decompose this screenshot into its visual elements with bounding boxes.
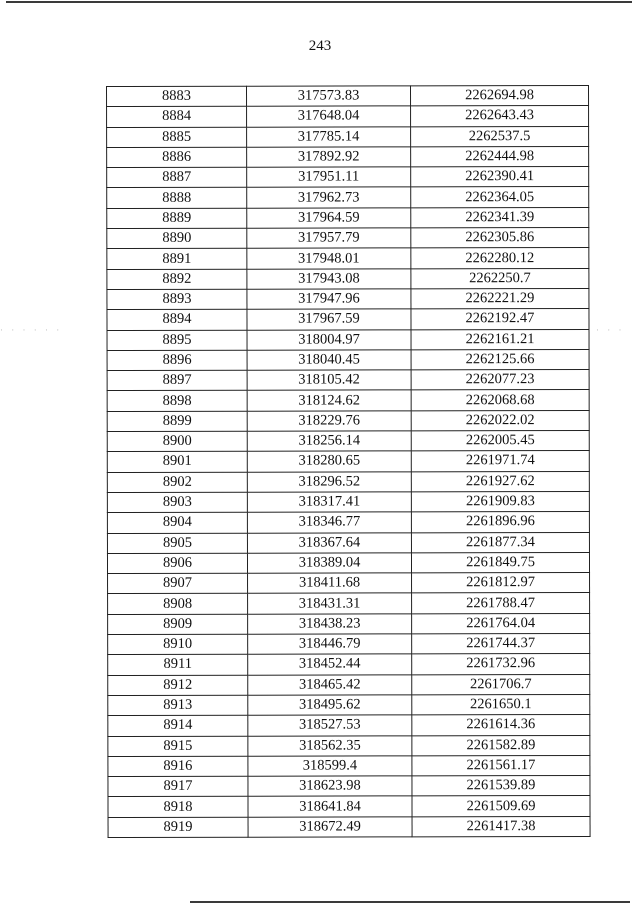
table-row xyxy=(108,573,590,594)
table-row xyxy=(107,187,589,208)
x-coordinate-cell: 318599.4 xyxy=(248,756,412,777)
table-row xyxy=(108,755,590,776)
y-coordinate-cell: 2261417.38 xyxy=(412,816,590,837)
point-id-cell: 8912 xyxy=(108,675,248,696)
table-row xyxy=(107,451,589,472)
x-coordinate-cell: 318495.62 xyxy=(248,695,412,716)
point-id-cell: 8915 xyxy=(108,736,248,757)
y-coordinate-cell: 2262068.68 xyxy=(411,390,589,411)
x-coordinate-cell: 318411.68 xyxy=(248,573,412,594)
point-id-cell: 8884 xyxy=(107,107,247,128)
point-id-cell: 8900 xyxy=(107,431,247,452)
y-coordinate-cell: 2261764.04 xyxy=(412,613,590,634)
table-row xyxy=(108,674,590,695)
coordinate-table xyxy=(106,85,591,838)
x-coordinate-cell: 318367.64 xyxy=(247,532,411,553)
point-id-cell: 8904 xyxy=(107,512,247,533)
x-coordinate-cell: 318562.35 xyxy=(248,735,412,756)
table-row xyxy=(107,410,589,431)
table-row xyxy=(107,349,589,370)
y-coordinate-cell: 2262161.21 xyxy=(411,329,589,350)
y-coordinate-cell: 2262005.45 xyxy=(411,431,589,452)
y-coordinate-cell: 2261927.62 xyxy=(411,471,589,492)
table-row xyxy=(107,106,589,127)
table-row xyxy=(107,248,589,269)
scan-noise-left: · · · · · · xyxy=(0,325,63,335)
table-row xyxy=(107,329,589,350)
point-id-cell: 8910 xyxy=(108,634,248,655)
x-coordinate-cell: 317573.83 xyxy=(247,86,411,107)
y-coordinate-cell: 2261706.7 xyxy=(412,674,590,695)
point-id-cell: 8918 xyxy=(108,797,248,818)
x-coordinate-cell: 318465.42 xyxy=(248,674,412,695)
y-coordinate-cell: 2262077.23 xyxy=(411,370,589,391)
y-coordinate-cell: 2262694.98 xyxy=(411,85,589,106)
x-coordinate-cell: 318105.42 xyxy=(247,370,411,391)
y-coordinate-cell: 2261539.89 xyxy=(412,776,590,797)
scan-edge-bottom xyxy=(190,901,630,903)
y-coordinate-cell: 2261561.17 xyxy=(412,755,590,776)
y-coordinate-cell: 2261732.96 xyxy=(412,654,590,675)
x-coordinate-cell: 317943.08 xyxy=(247,269,411,290)
point-id-cell: 8919 xyxy=(108,817,248,838)
point-id-cell: 8913 xyxy=(108,695,248,716)
y-coordinate-cell: 2261877.34 xyxy=(411,532,589,553)
table-row xyxy=(107,85,589,106)
x-coordinate-cell: 317962.73 xyxy=(247,187,411,208)
table-row xyxy=(107,207,589,228)
point-id-cell: 8886 xyxy=(107,147,247,168)
y-coordinate-cell: 2261744.37 xyxy=(412,634,590,655)
point-id-cell: 8905 xyxy=(107,533,247,554)
table-row xyxy=(108,613,590,634)
table-row xyxy=(107,431,589,452)
point-id-cell: 8908 xyxy=(108,594,248,615)
point-id-cell: 8889 xyxy=(107,208,247,229)
y-coordinate-cell: 2262280.12 xyxy=(411,248,589,269)
y-coordinate-cell: 2261849.75 xyxy=(411,552,589,573)
table-row xyxy=(108,776,590,797)
scan-edge-top xyxy=(6,1,632,3)
table-row xyxy=(107,228,589,249)
point-id-cell: 8893 xyxy=(107,289,247,310)
point-id-cell: 8898 xyxy=(107,391,247,412)
point-id-cell: 8885 xyxy=(107,127,247,148)
y-coordinate-cell: 2261971.74 xyxy=(411,451,589,472)
x-coordinate-cell: 318256.14 xyxy=(247,431,411,452)
y-coordinate-cell: 2261582.89 xyxy=(412,735,590,756)
x-coordinate-cell: 318452.44 xyxy=(248,654,412,675)
x-coordinate-cell: 318296.52 xyxy=(247,472,411,493)
x-coordinate-cell: 318124.62 xyxy=(247,390,411,411)
x-coordinate-cell: 317948.01 xyxy=(247,248,411,269)
table-row xyxy=(108,694,590,715)
table-row xyxy=(107,370,589,391)
y-coordinate-cell: 2262125.66 xyxy=(411,349,589,370)
table-row xyxy=(108,796,590,817)
x-coordinate-cell: 318040.45 xyxy=(247,350,411,371)
point-id-cell: 8917 xyxy=(108,776,248,797)
table-row xyxy=(107,491,589,512)
point-id-cell: 8902 xyxy=(107,472,247,493)
x-coordinate-cell: 318527.53 xyxy=(248,715,412,736)
table-row xyxy=(107,532,589,553)
y-coordinate-cell: 2261650.1 xyxy=(412,694,590,715)
x-coordinate-cell: 317957.79 xyxy=(247,228,411,249)
point-id-cell: 8890 xyxy=(107,228,247,249)
y-coordinate-cell: 2261896.96 xyxy=(411,512,589,533)
x-coordinate-cell: 318431.31 xyxy=(248,593,412,614)
table-row xyxy=(107,471,589,492)
x-coordinate-cell: 317964.59 xyxy=(247,208,411,229)
y-coordinate-cell: 2262643.43 xyxy=(411,106,589,127)
y-coordinate-cell: 2262192.47 xyxy=(411,309,589,330)
table-row xyxy=(107,552,589,573)
coordinate-table-wrapper xyxy=(106,85,590,838)
table-row xyxy=(108,816,590,837)
point-id-cell: 8892 xyxy=(107,269,247,290)
point-id-cell: 8907 xyxy=(108,573,248,594)
x-coordinate-cell: 318446.79 xyxy=(248,634,412,655)
y-coordinate-cell: 2262537.5 xyxy=(411,126,589,147)
point-id-cell: 8896 xyxy=(107,350,247,371)
y-coordinate-cell: 2262364.05 xyxy=(411,187,589,208)
x-coordinate-cell: 318623.98 xyxy=(248,776,412,797)
table-row xyxy=(107,512,589,533)
x-coordinate-cell: 318438.23 xyxy=(248,614,412,635)
table-row xyxy=(108,634,590,655)
y-coordinate-cell: 2261509.69 xyxy=(412,796,590,817)
page-number: 243 xyxy=(308,38,332,54)
y-coordinate-cell: 2262022.02 xyxy=(411,410,589,431)
y-coordinate-cell: 2262341.39 xyxy=(411,207,589,228)
x-coordinate-cell: 317947.96 xyxy=(247,289,411,310)
y-coordinate-cell: 2261614.36 xyxy=(412,715,590,736)
x-coordinate-cell: 317951.11 xyxy=(247,167,411,188)
x-coordinate-cell: 318389.04 xyxy=(247,553,411,574)
point-id-cell: 8911 xyxy=(108,655,248,676)
point-id-cell: 8895 xyxy=(107,330,247,351)
point-id-cell: 8909 xyxy=(108,614,248,635)
point-id-cell: 8906 xyxy=(107,553,247,574)
x-coordinate-cell: 317967.59 xyxy=(247,309,411,330)
scan-noise-right: · · · xyxy=(596,325,625,335)
y-coordinate-cell: 2261812.97 xyxy=(412,573,590,594)
table-row xyxy=(107,268,589,289)
x-coordinate-cell: 318004.97 xyxy=(247,329,411,350)
x-coordinate-cell: 317892.92 xyxy=(247,147,411,168)
point-id-cell: 8916 xyxy=(108,756,248,777)
y-coordinate-cell: 2262250.7 xyxy=(411,268,589,289)
table-row xyxy=(107,126,589,147)
x-coordinate-cell: 317785.14 xyxy=(247,126,411,147)
table-row xyxy=(108,593,590,614)
y-coordinate-cell: 2262221.29 xyxy=(411,288,589,309)
point-id-cell: 8899 xyxy=(107,411,247,432)
x-coordinate-cell: 318280.65 xyxy=(247,451,411,472)
y-coordinate-cell: 2262444.98 xyxy=(411,146,589,167)
table-row xyxy=(107,146,589,167)
x-coordinate-cell: 318229.76 xyxy=(247,411,411,432)
x-coordinate-cell: 318641.84 xyxy=(248,796,412,817)
table-row xyxy=(107,288,589,309)
y-coordinate-cell: 2261788.47 xyxy=(412,593,590,614)
point-id-cell: 8887 xyxy=(107,167,247,188)
table-row xyxy=(107,309,589,330)
point-id-cell: 8914 xyxy=(108,715,248,736)
x-coordinate-cell: 317648.04 xyxy=(247,106,411,127)
table-row xyxy=(108,654,590,675)
point-id-cell: 8888 xyxy=(107,188,247,209)
table-row xyxy=(108,735,590,756)
x-coordinate-cell: 318346.77 xyxy=(247,512,411,533)
coordinate-table-body xyxy=(107,85,591,837)
point-id-cell: 8897 xyxy=(107,370,247,391)
point-id-cell: 8901 xyxy=(107,452,247,473)
y-coordinate-cell: 2261909.83 xyxy=(411,491,589,512)
table-row xyxy=(107,167,589,188)
point-id-cell: 8903 xyxy=(107,492,247,513)
y-coordinate-cell: 2262390.41 xyxy=(411,167,589,188)
x-coordinate-cell: 318672.49 xyxy=(248,817,412,838)
x-coordinate-cell: 318317.41 xyxy=(247,492,411,513)
table-row xyxy=(108,715,590,736)
point-id-cell: 8883 xyxy=(107,86,247,107)
point-id-cell: 8894 xyxy=(107,309,247,330)
point-id-cell: 8891 xyxy=(107,249,247,270)
table-row xyxy=(107,390,589,411)
y-coordinate-cell: 2262305.86 xyxy=(411,228,589,249)
